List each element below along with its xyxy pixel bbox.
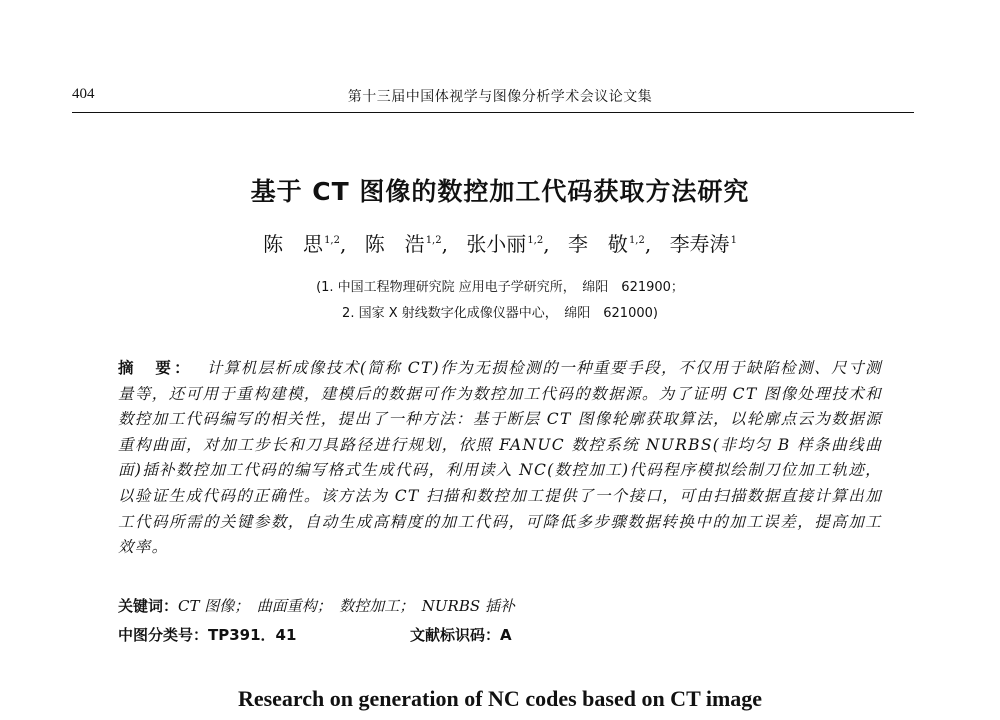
- keywords-label: 关键词：: [118, 597, 179, 615]
- clc-value: TP391．41: [208, 626, 297, 644]
- author-affil-mark: 1,2: [527, 235, 544, 247]
- author-name: 李 敬: [567, 232, 628, 256]
- author-4: 李 敬$^{1,2}$,: [567, 232, 652, 256]
- keywords: [118, 595, 515, 616]
- doc-code-label: 文献标识码：: [410, 626, 501, 644]
- author-name: 陈 浩: [364, 232, 425, 256]
- doc-code-value: A: [500, 626, 512, 644]
- clc-label: 中图分类号：: [118, 626, 209, 644]
- author-5: [670, 232, 737, 256]
- author-2: 陈 浩$^{1,2}$,: [364, 232, 448, 256]
- header-rule: [72, 112, 914, 113]
- english-title: Research on generation of NC codes based on CT image: [237, 686, 763, 711]
- author-list: [0, 228, 1000, 257]
- author-name: 李寿涛: [669, 232, 730, 256]
- author-name: 张小丽: [466, 232, 527, 256]
- author-affil-mark: 1,2: [425, 235, 442, 247]
- abstract: [118, 356, 882, 561]
- affiliation-1: (1. 中国工程物理研究院 应用电子学研究所， 绵阳 621900；: [316, 280, 684, 295]
- running-title: 第十三届中国体视学与图像分析学术会议论文集: [347, 89, 653, 105]
- author-affil-mark: 1,2: [628, 235, 645, 247]
- author-affil-mark: 1,2: [324, 235, 340, 247]
- paper-title: 基于 CT 图像的数控加工代码获取方法研究: [250, 177, 750, 206]
- page-number: 404: [72, 86, 95, 102]
- document-code: [410, 624, 512, 645]
- author-name: 陈 思: [263, 232, 324, 256]
- clc-number: [118, 624, 296, 645]
- keywords-text: CT 图像； 曲面重构； 数控加工； NURBS 插补: [178, 597, 515, 615]
- abstract-text: 计算机层析成像技术(简称 CT)作为无损检测的一种重要手段，不仅用于缺陷检测、尺寸测量等，还可用于重构建模，建模后的数据可作为数控加工代码的数据源。为了证明 CT 图像处理技术和数控加工代码编写的相关性，提出了一种方法：基于断层 CT 图像轮廓获取算法，以轮廓点云为数据源重构曲面，对加工步长和刀具路径进行规划，依照 FANUC 数控系统 NURBS(非均匀 B 样条曲线曲面)插补数控加工代码的编写格式生成代码，利用读入 NC(数控加工)代码程序模拟绘制刀位加工轨迹，以验证生成代码的正确性。该方法为 CT 扫描和数控加工提供了一个接口，可由扫描数据直接计算出加工代码所需的关键参数，自动生成高精度的加工代码，可降低多步骤数据转换中的加工误差，提高加工效率。: [118, 359, 882, 557]
- author-1: 陈 思$^{1,2}$,: [263, 232, 347, 256]
- affiliation-2: 2. 国家 X 射线数字化成像仪器中心， 绵阳 621000): [342, 306, 658, 321]
- author-3: 张小丽$^{1,2}$,: [466, 232, 550, 256]
- author-affil-mark: 1: [730, 235, 737, 247]
- abstract-label: 摘 要：: [118, 359, 193, 377]
